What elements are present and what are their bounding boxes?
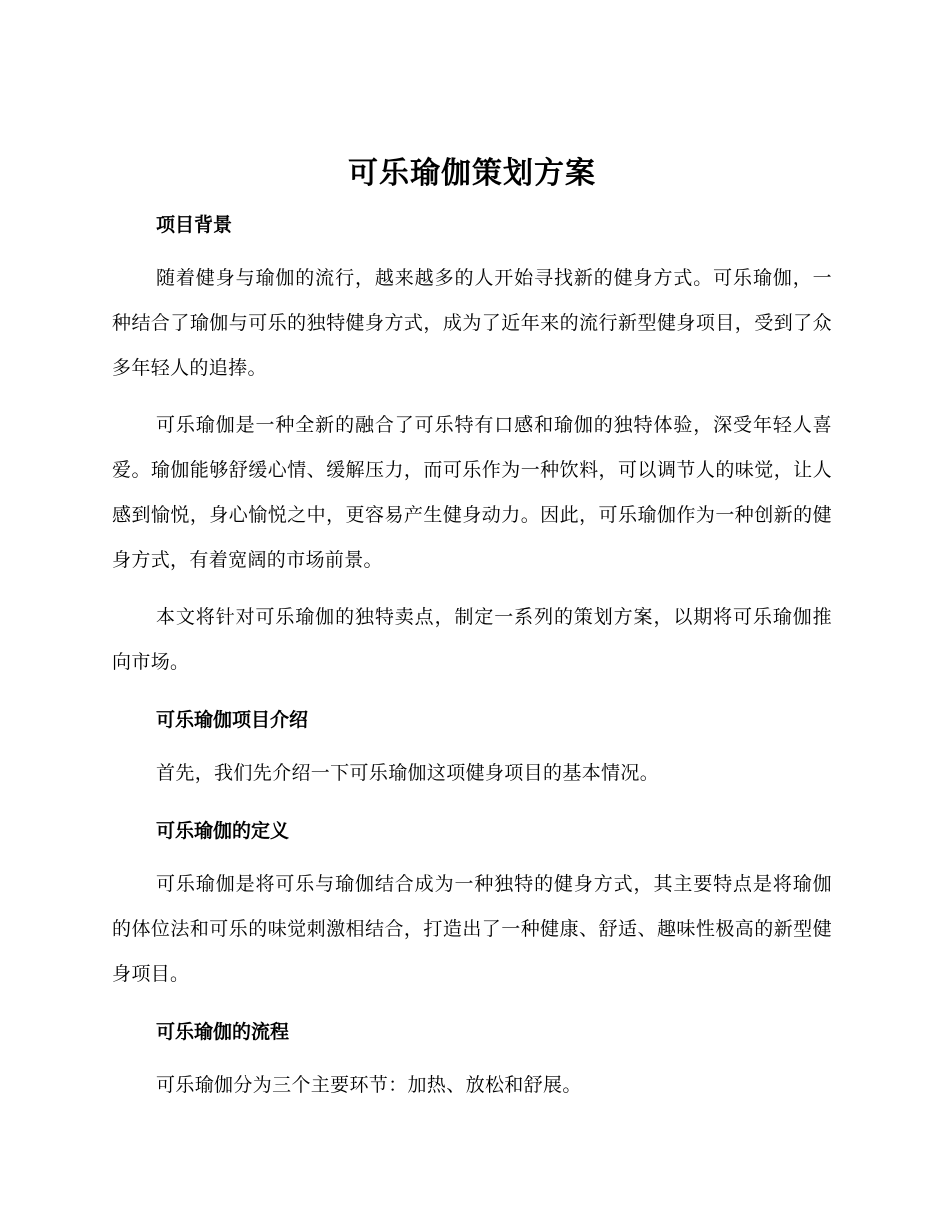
document-title: 可乐瑜伽策划方案 bbox=[348, 156, 596, 191]
paragraph: 本文将针对可乐瑜伽的独特卖点，制定一系列的策划方案，以期将可乐瑜伽推向市场。 bbox=[112, 606, 832, 673]
document-page bbox=[112, 146, 832, 1120]
section-heading: 可乐瑜伽的流程 bbox=[156, 1021, 290, 1043]
section-definition bbox=[112, 808, 832, 997]
paragraph: 可乐瑜伽是一种全新的融合了可乐特有口感和瑜伽的独特体验，深受年轻人喜爱。瑜伽能够舒缓心情、缓解压力，而可乐作为一种饮料，可以调节人的味觉，让人感到愉悦，身心愉悦之中，更容易产生健身动力。因此，可乐瑜伽作为一种创新的健身方式，有着宽阔的市场前景。 bbox=[112, 414, 832, 571]
paragraph: 可乐瑜伽分为三个主要环节：加热、放松和舒展。 bbox=[156, 1074, 582, 1096]
section-background bbox=[112, 202, 832, 685]
section-process bbox=[112, 1009, 832, 1108]
paragraph: 随着健身与瑜伽的流行，越来越多的人开始寻找新的健身方式。可乐瑜伽，一种结合了瑜伽与可乐的独特健身方式，成为了近年来的流行新型健身项目，受到了众多年轻人的追捧。 bbox=[112, 267, 832, 379]
paragraph: 可乐瑜伽是将可乐与瑜伽结合成为一种独特的健身方式，其主要特点是将瑜伽的体位法和可乐的味觉刺激相结合，打造出了一种健康、舒适、趣味性极高的新型健身项目。 bbox=[112, 873, 832, 985]
section-heading: 可乐瑜伽项目介绍 bbox=[156, 709, 309, 731]
paragraph: 首先，我们先介绍一下可乐瑜伽这项健身项目的基本情况。 bbox=[156, 762, 660, 784]
section-introduction bbox=[112, 697, 832, 796]
section-heading: 可乐瑜伽的定义 bbox=[156, 820, 290, 842]
section-heading: 项目背景 bbox=[156, 214, 233, 236]
